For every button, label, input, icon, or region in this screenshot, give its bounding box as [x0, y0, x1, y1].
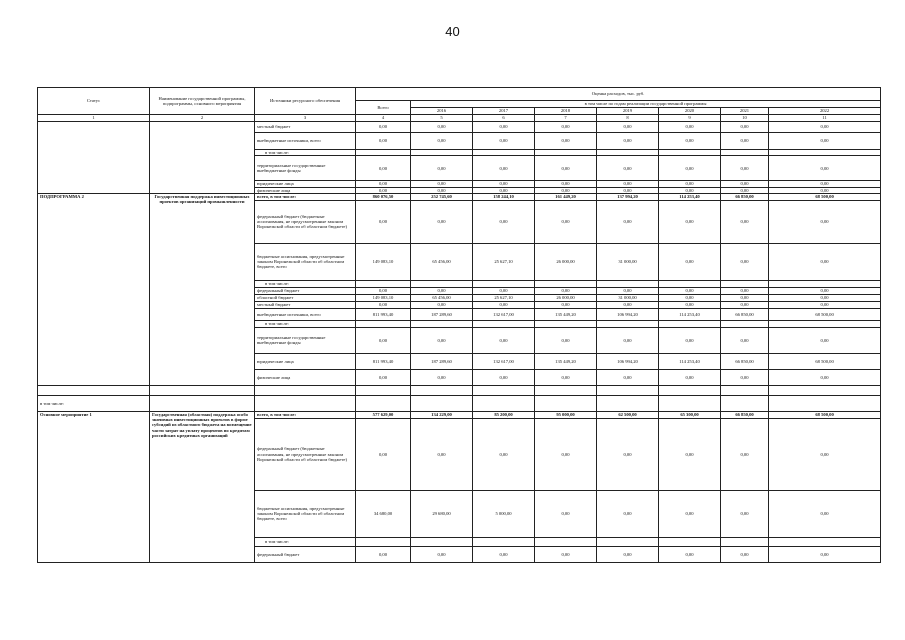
value-cell: 0,00 — [411, 200, 473, 243]
value-cell: 0,00 — [535, 369, 597, 385]
value-cell: 134 229,00 — [411, 411, 473, 418]
row-status: ПОДПРОГРАММА 2 — [38, 193, 150, 385]
row-status: Основное мероприятие 1 — [38, 411, 150, 562]
source-cell: в том числе: — [255, 320, 356, 327]
header-name: Наименование государственной программы, подпрограммы, основного мероприятия — [150, 88, 255, 115]
value-cell: 29 680,00 — [411, 490, 473, 537]
value-cell: 132 617,00 — [473, 308, 535, 320]
source-cell: федеральный бюджет — [255, 546, 356, 562]
value-cell: 0,00 — [535, 287, 597, 294]
value-cell: 0,00 — [356, 156, 411, 181]
value-cell: 68 500,00 — [769, 353, 881, 369]
value-cell: 66 850,00 — [721, 308, 769, 320]
value-cell: 0,00 — [535, 327, 597, 353]
col-number-6: 6 — [473, 115, 535, 122]
value-cell: 0,00 — [597, 181, 659, 187]
value-cell: 0,00 — [721, 301, 769, 308]
header-status: Статус — [38, 88, 150, 115]
spacer-row — [38, 385, 881, 395]
value-cell: 0,00 — [659, 287, 721, 294]
empty-cell — [535, 395, 597, 411]
value-cell: 0,00 — [411, 122, 473, 133]
empty-cell — [769, 395, 881, 411]
value-cell: 25 627,10 — [473, 243, 535, 280]
empty-cell — [769, 385, 881, 395]
empty-cell — [721, 395, 769, 411]
value-cell — [535, 280, 597, 287]
empty-cell — [597, 395, 659, 411]
row-measure-name — [150, 122, 255, 194]
header-total: Всего — [356, 101, 411, 115]
value-cell: 149 083,10 — [356, 294, 411, 301]
value-cell: 0,00 — [769, 122, 881, 133]
empty-cell — [473, 385, 535, 395]
value-cell: 0,00 — [659, 181, 721, 187]
value-cell: 0,00 — [473, 418, 535, 490]
value-cell — [473, 320, 535, 327]
value-cell: 0,00 — [356, 546, 411, 562]
value-cell: 0,00 — [535, 546, 597, 562]
value-cell: 68 500,00 — [769, 411, 881, 418]
source-cell: бюджетные ассигнования, предусмотренные законом Воронежской области об областном бюджете, всего — [255, 243, 356, 280]
value-cell: 106 994,20 — [597, 353, 659, 369]
value-cell: 0,00 — [356, 200, 411, 243]
value-cell: 0,00 — [535, 187, 597, 193]
table-row — [38, 122, 881, 133]
value-cell: 34 680,00 — [356, 490, 411, 537]
value-cell: 0,00 — [535, 200, 597, 243]
budget-table — [37, 87, 881, 563]
value-cell: 187 289,60 — [411, 308, 473, 320]
empty-cell — [597, 385, 659, 395]
page-number: 40 — [445, 24, 460, 39]
value-cell: 0,00 — [659, 369, 721, 385]
value-cell: 0,00 — [721, 133, 769, 150]
value-cell: 0,00 — [597, 546, 659, 562]
value-cell: 0,00 — [535, 181, 597, 187]
value-cell: 0,00 — [411, 327, 473, 353]
value-cell: 0,00 — [659, 200, 721, 243]
value-cell: 0,00 — [721, 200, 769, 243]
value-cell: 0,00 — [411, 187, 473, 193]
value-cell: 0,00 — [659, 546, 721, 562]
value-cell — [659, 537, 721, 546]
value-cell — [473, 280, 535, 287]
value-cell: 0,00 — [769, 418, 881, 490]
value-cell: 0,00 — [356, 181, 411, 187]
value-cell: 5 000,00 — [473, 490, 535, 537]
value-cell — [356, 320, 411, 327]
source-cell: всего, в том числе: — [255, 193, 356, 200]
col-number-2: 2 — [150, 115, 255, 122]
value-cell: 0,00 — [535, 418, 597, 490]
col-number-8: 8 — [597, 115, 659, 122]
header-by-year: в том числе по годам реализации государственной программы — [411, 101, 881, 108]
table-row — [38, 411, 881, 418]
year-2022: 2022 — [769, 108, 881, 115]
value-cell: 0,00 — [597, 287, 659, 294]
source-cell: в том числе: — [255, 150, 356, 156]
year-2020: 2020 — [659, 108, 721, 115]
value-cell: 65 300,00 — [659, 411, 721, 418]
value-cell: 66 850,00 — [721, 353, 769, 369]
value-cell: 26 000,00 — [535, 243, 597, 280]
value-cell — [473, 537, 535, 546]
year-2021: 2021 — [721, 108, 769, 115]
source-cell: федеральный бюджет (бюджетные ассигнования, не предусмотренные законом Воронежской области об областном бюджете) — [255, 418, 356, 490]
value-cell: 0,00 — [721, 418, 769, 490]
source-cell: федеральный бюджет (бюджетные ассигнования, не предусмотренные законом Воронежской области об областном бюджете) — [255, 200, 356, 243]
value-cell: 0,00 — [659, 490, 721, 537]
value-cell — [659, 280, 721, 287]
value-cell: 0,00 — [411, 418, 473, 490]
value-cell: 161 449,20 — [535, 193, 597, 200]
value-cell: 132 617,00 — [473, 353, 535, 369]
col-number-9: 9 — [659, 115, 721, 122]
source-cell: бюджетные ассигнования, предусмотренные законом Воронежской области об областном бюджете, всего — [255, 490, 356, 537]
value-cell: 0,00 — [473, 301, 535, 308]
value-cell: 0,00 — [473, 181, 535, 187]
value-cell — [535, 537, 597, 546]
value-cell — [597, 320, 659, 327]
table-row — [38, 193, 881, 200]
value-cell: 860 076,50 — [356, 193, 411, 200]
header-source: Источники ресурсного обеспечения — [255, 88, 356, 115]
value-cell: 62 500,00 — [597, 411, 659, 418]
value-cell: 0,00 — [721, 156, 769, 181]
value-cell: 0,00 — [356, 287, 411, 294]
value-cell: 0,00 — [473, 287, 535, 294]
value-cell: 0,00 — [721, 546, 769, 562]
value-cell: 0,00 — [659, 187, 721, 193]
value-cell: 0,00 — [356, 187, 411, 193]
value-cell: 0,00 — [721, 181, 769, 187]
value-cell: 26 000,00 — [535, 294, 597, 301]
value-cell: 0,00 — [769, 327, 881, 353]
value-cell — [721, 320, 769, 327]
value-cell: 0,00 — [597, 133, 659, 150]
value-cell: 0,00 — [597, 187, 659, 193]
value-cell: 0,00 — [659, 294, 721, 301]
value-cell — [769, 537, 881, 546]
col-number-7: 7 — [535, 115, 597, 122]
value-cell: 0,00 — [769, 200, 881, 243]
value-cell: 0,00 — [659, 133, 721, 150]
value-cell: 0,00 — [411, 181, 473, 187]
in-that-number-label: в том числе: — [38, 395, 150, 411]
col-number-10: 10 — [721, 115, 769, 122]
value-cell — [411, 280, 473, 287]
value-cell: 85 200,00 — [473, 411, 535, 418]
value-cell: 0,00 — [411, 156, 473, 181]
source-cell: внебюджетные источники, всего — [255, 133, 356, 150]
value-cell — [597, 280, 659, 287]
value-cell: 0,00 — [721, 490, 769, 537]
value-cell: 65 456,00 — [411, 294, 473, 301]
value-cell: 135 449,20 — [535, 353, 597, 369]
value-cell: 0,00 — [597, 200, 659, 243]
value-cell: 0,00 — [769, 156, 881, 181]
value-cell: 114 253,40 — [659, 353, 721, 369]
value-cell: 0,00 — [535, 490, 597, 537]
source-cell: территориальные государственные внебюджетные фонды — [255, 327, 356, 353]
col-number-3: 3 — [255, 115, 356, 122]
value-cell: 0,00 — [535, 133, 597, 150]
value-cell: 0,00 — [473, 122, 535, 133]
value-cell: 114 253,40 — [659, 193, 721, 200]
year-2019: 2019 — [597, 108, 659, 115]
value-cell — [721, 280, 769, 287]
empty-cell — [659, 385, 721, 395]
empty-cell — [150, 385, 255, 395]
value-cell: 66 850,00 — [721, 193, 769, 200]
empty-cell — [38, 385, 150, 395]
value-cell — [597, 537, 659, 546]
year-2018: 2018 — [535, 108, 597, 115]
value-cell: 0,00 — [769, 243, 881, 280]
source-cell: физические лица — [255, 369, 356, 385]
value-cell: 95 000,00 — [535, 411, 597, 418]
value-cell: 0,00 — [769, 301, 881, 308]
value-cell: 252 745,60 — [411, 193, 473, 200]
source-cell: в том числе: — [255, 280, 356, 287]
table-body — [38, 88, 881, 563]
source-cell: областной бюджет — [255, 294, 356, 301]
source-cell: юридические лица — [255, 181, 356, 187]
value-cell: 0,00 — [535, 156, 597, 181]
col-number-4: 4 — [356, 115, 411, 122]
value-cell: 0,00 — [721, 122, 769, 133]
value-cell: 114 253,40 — [659, 308, 721, 320]
value-cell: 0,00 — [411, 287, 473, 294]
column-number-row — [38, 115, 881, 122]
value-cell: 0,00 — [721, 369, 769, 385]
empty-cell — [255, 395, 356, 411]
header-estimate: Оценка расходов, тыс. руб. — [356, 88, 881, 101]
value-cell: 0,00 — [769, 546, 881, 562]
value-cell: 31 000,00 — [597, 243, 659, 280]
value-cell: 158 244,10 — [473, 193, 535, 200]
value-cell: 0,00 — [473, 546, 535, 562]
empty-cell — [411, 385, 473, 395]
value-cell: 0,00 — [356, 327, 411, 353]
value-cell: 0,00 — [535, 122, 597, 133]
source-cell: территориальные государственные внебюджетные фонды — [255, 156, 356, 181]
value-cell: 0,00 — [597, 122, 659, 133]
value-cell — [411, 320, 473, 327]
value-cell: 0,00 — [659, 418, 721, 490]
value-cell: 0,00 — [356, 122, 411, 133]
value-cell: 0,00 — [769, 369, 881, 385]
row-status — [38, 122, 150, 194]
empty-cell — [356, 395, 411, 411]
col-number-1: 1 — [38, 115, 150, 122]
value-cell: 0,00 — [411, 133, 473, 150]
source-cell: физические лица — [255, 187, 356, 193]
value-cell: 0,00 — [597, 156, 659, 181]
value-cell: 0,00 — [473, 200, 535, 243]
value-cell: 577 629,00 — [356, 411, 411, 418]
source-cell: федеральный бюджет — [255, 287, 356, 294]
value-cell: 0,00 — [473, 369, 535, 385]
value-cell: 0,00 — [411, 301, 473, 308]
year-2017: 2017 — [473, 108, 535, 115]
value-cell: 0,00 — [356, 301, 411, 308]
source-cell: юридические лица — [255, 353, 356, 369]
value-cell — [535, 320, 597, 327]
value-cell: 0,00 — [597, 369, 659, 385]
value-cell: 0,00 — [356, 133, 411, 150]
value-cell: 0,00 — [769, 287, 881, 294]
value-cell: 0,00 — [769, 133, 881, 150]
value-cell: 31 000,00 — [597, 294, 659, 301]
value-cell — [411, 537, 473, 546]
empty-cell — [356, 385, 411, 395]
value-cell: 0,00 — [597, 327, 659, 353]
value-cell: 135 449,20 — [535, 308, 597, 320]
header-row-1 — [38, 88, 881, 101]
col-number-5: 5 — [411, 115, 473, 122]
value-cell: 0,00 — [597, 418, 659, 490]
value-cell: 0,00 — [769, 294, 881, 301]
value-cell — [659, 320, 721, 327]
value-cell: 0,00 — [473, 156, 535, 181]
value-cell: 0,00 — [535, 301, 597, 308]
value-cell — [769, 280, 881, 287]
value-cell: 0,00 — [769, 490, 881, 537]
value-cell: 137 994,20 — [597, 193, 659, 200]
value-cell — [356, 280, 411, 287]
value-cell: 0,00 — [721, 187, 769, 193]
source-cell: местный бюджет — [255, 301, 356, 308]
empty-cell — [535, 385, 597, 395]
value-cell: 0,00 — [659, 327, 721, 353]
value-cell: 106 994,20 — [597, 308, 659, 320]
empty-cell — [473, 395, 535, 411]
value-cell: 0,00 — [721, 327, 769, 353]
year-2016: 2016 — [411, 108, 473, 115]
value-cell: 66 850,00 — [721, 411, 769, 418]
source-cell: местный бюджет — [255, 122, 356, 133]
row-measure-name: Государственная поддержка инвестиционных проектов организаций промышленности — [150, 193, 255, 385]
value-cell: 0,00 — [356, 418, 411, 490]
value-cell: 0,00 — [659, 122, 721, 133]
value-cell: 811 993,40 — [356, 353, 411, 369]
source-cell: внебюджетные источники, всего — [255, 308, 356, 320]
value-cell: 0,00 — [721, 243, 769, 280]
budget-sheet — [37, 87, 880, 563]
empty-cell — [150, 395, 255, 411]
value-cell: 0,00 — [659, 301, 721, 308]
row-measure-name: Государственная (областная) поддержка особо значимых инвестиционных проектов в форме субсидий из областного бюджета на возмещение части затрат на уплату процентов по кредитам российских кредитных организаций — [150, 411, 255, 562]
value-cell: 0,00 — [721, 287, 769, 294]
empty-cell — [411, 395, 473, 411]
value-cell: 0,00 — [473, 133, 535, 150]
value-cell: 0,00 — [597, 490, 659, 537]
value-cell: 0,00 — [769, 187, 881, 193]
in-that-number-row — [38, 395, 881, 411]
value-cell: 25 627,10 — [473, 294, 535, 301]
value-cell: 0,00 — [721, 294, 769, 301]
value-cell: 811 993,40 — [356, 308, 411, 320]
value-cell: 0,00 — [411, 546, 473, 562]
source-cell: всего, в том числе: — [255, 411, 356, 418]
value-cell: 0,00 — [769, 181, 881, 187]
value-cell: 68 500,00 — [769, 308, 881, 320]
value-cell: 68 500,00 — [769, 193, 881, 200]
value-cell: 0,00 — [659, 156, 721, 181]
value-cell: 0,00 — [473, 187, 535, 193]
value-cell — [356, 537, 411, 546]
value-cell: 149 083,10 — [356, 243, 411, 280]
empty-cell — [659, 395, 721, 411]
value-cell: 187 289,60 — [411, 353, 473, 369]
value-cell: 0,00 — [473, 327, 535, 353]
empty-cell — [721, 385, 769, 395]
value-cell: 0,00 — [356, 369, 411, 385]
source-cell: в том числе: — [255, 537, 356, 546]
col-number-11: 11 — [769, 115, 881, 122]
value-cell: 0,00 — [659, 243, 721, 280]
value-cell: 65 456,00 — [411, 243, 473, 280]
value-cell: 0,00 — [597, 301, 659, 308]
empty-cell — [255, 385, 356, 395]
value-cell — [769, 320, 881, 327]
value-cell: 0,00 — [411, 369, 473, 385]
value-cell — [721, 537, 769, 546]
